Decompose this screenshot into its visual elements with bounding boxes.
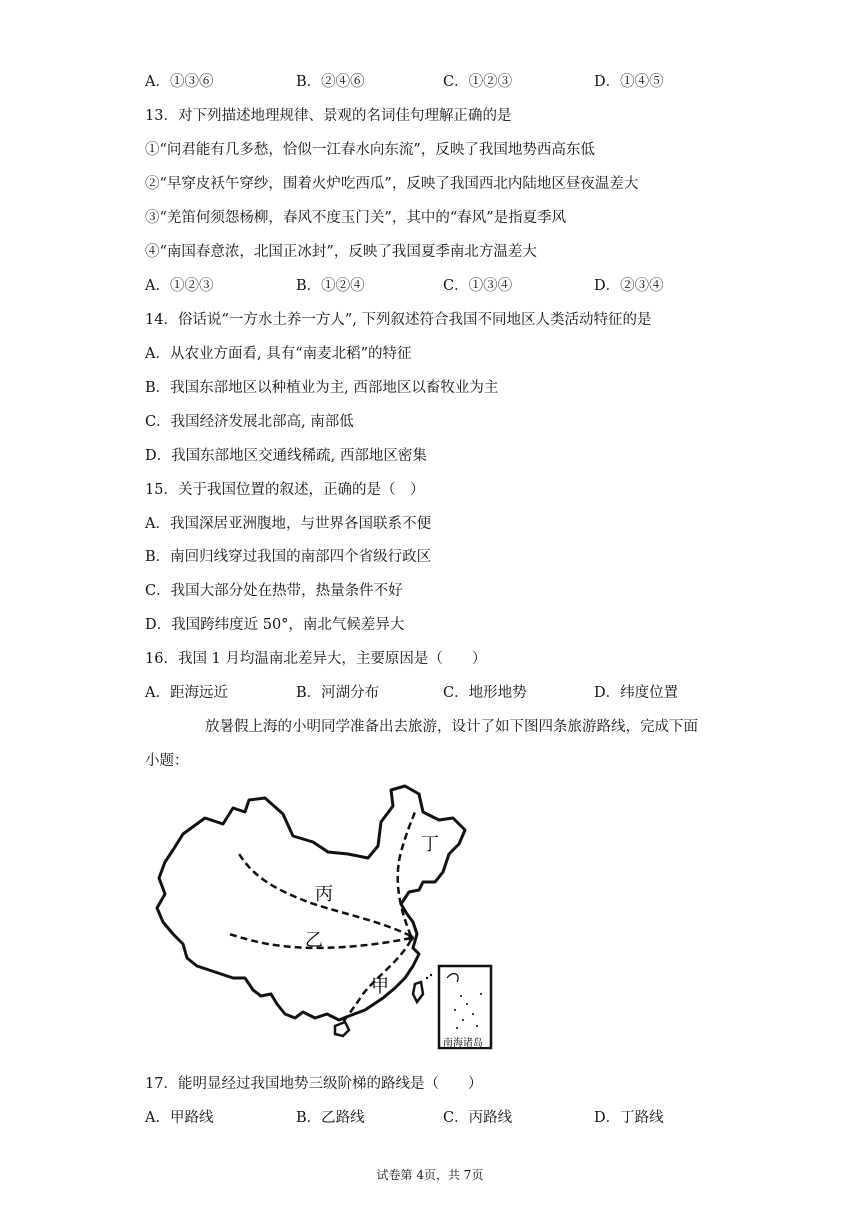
inset-label: 南海诸岛 <box>443 1038 483 1049</box>
taiwan-island <box>413 982 423 1002</box>
q16-option-b: B．河湖分布 <box>296 685 380 701</box>
q12-option-a: A．①③⑥ <box>145 74 214 90</box>
q17-option-a: A．甲路线 <box>145 1110 214 1126</box>
page-footer: 试卷第 4页，共 7页 <box>376 1168 484 1182</box>
q12-option-b: B．②④⑥ <box>296 74 365 90</box>
q15-option-a: A．我国深居亚洲腹地，与世界各国联系不便 <box>145 516 431 532</box>
q17-option-c: C．丙路线 <box>443 1110 513 1126</box>
q16-option-a: A．距海远近 <box>145 685 228 701</box>
q17-option-d: D．丁路线 <box>594 1110 664 1126</box>
intro-line-2: 小题： <box>145 753 189 769</box>
q14-option-a: A．从农业方面看, 具有“南麦北稻”的特征 <box>145 346 412 362</box>
route-label-bing: 丙 <box>315 884 333 905</box>
q13-item-2: ②“早穿皮袄午穿纱，围着火炉吃西瓜”，反映了我国西北内陆地区昼夜温差大 <box>145 176 639 192</box>
q14-option-d: D．我国东部地区交通线稀疏, 西部地区密集 <box>145 448 427 464</box>
q12-option-d: D．①④⑤ <box>594 74 664 90</box>
route-ding <box>398 812 415 936</box>
q16-option-c: C．地形地势 <box>443 685 527 701</box>
q17-option-b: B．乙路线 <box>296 1110 365 1126</box>
q13-option-c: C．①③④ <box>443 278 513 294</box>
q14-option-c: C．我国经济发展北部高, 南部低 <box>145 414 354 430</box>
route-label-ding: 丁 <box>421 834 439 855</box>
q13-option-b: B．①②④ <box>296 278 365 294</box>
q13-option-d: D．②③④ <box>594 278 664 294</box>
q15-stem: 15．关于我国位置的叙述，正确的是（ ） <box>145 482 425 498</box>
q13-item-1: ①“问君能有几多愁，恰似一江春水向东流”，反映了我国地势西高东低 <box>145 142 595 158</box>
route-label-jia: 甲 <box>371 976 389 997</box>
q12-option-c: C．①②③ <box>443 74 513 90</box>
q15-option-c: C．我国大部分处在热带，热量条件不好 <box>145 583 403 599</box>
china-route-map <box>143 782 505 1054</box>
q15-option-b: B．南回归线穿过我国的南部四个省级行政区 <box>145 549 432 565</box>
q15-option-d: D．我国跨纬度近 50°，南北气候差异大 <box>145 617 405 633</box>
q13-option-a: A．①②③ <box>145 278 214 294</box>
q14-stem: 14．俗话说“一方水土养一方人”, 下列叙述符合我国不同地区人类活动特征的是 <box>145 312 652 328</box>
route-label-yi: 乙 <box>305 930 323 951</box>
q13-item-3: ③“羌笛何须怨杨柳，春风不度玉门关”，其中的“春风”是指夏季风 <box>145 210 567 226</box>
q13-stem: 13．对下列描述地理规律、景观的名词佳句理解正确的是 <box>145 108 512 124</box>
q14-option-b: B．我国东部地区以种植业为主, 西部地区以畜牧业为主 <box>145 380 499 396</box>
q16-stem: 16．我国 1 月均温南北差异大，主要原因是（ ） <box>145 651 487 667</box>
q17-stem: 17．能明显经过我国地势三级阶梯的路线是（ ） <box>145 1076 483 1092</box>
q16-option-d: D．纬度位置 <box>594 685 679 701</box>
hainan-island <box>335 1022 349 1036</box>
shanghai-point <box>408 935 414 941</box>
intro-line-1: 放暑假上海的小明同学准备出去旅游，设计了如下图四条旅游路线，完成下面 <box>205 719 698 735</box>
inset-frame <box>439 966 491 1048</box>
q13-item-4: ④“南国春意浓，北国正冰封”，反映了我国夏季南北方温差大 <box>145 244 537 260</box>
